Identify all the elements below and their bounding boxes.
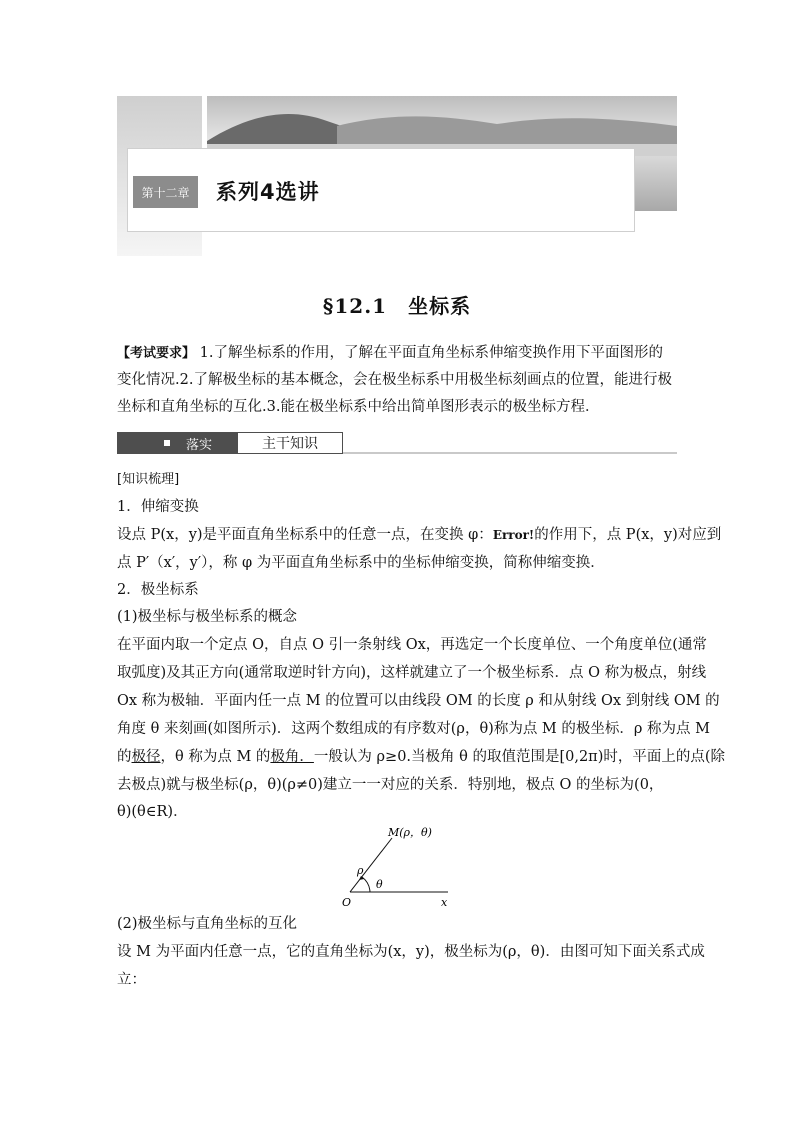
- chapter-tag: 第十二章: [133, 176, 198, 208]
- section-bar-dark: [117, 432, 237, 454]
- square-bullet-icon: [164, 440, 170, 446]
- subheading-1: (1)极坐标与极坐标系的概念: [117, 609, 298, 625]
- paragraph-line: 去极点)就与极坐标(ρ，θ)(ρ≠0)建立一一对应的关系．特别地，极点 O 的坐标为(0，: [117, 777, 664, 793]
- paragraph-line: [117, 745, 726, 766]
- paragraph-line: 点 P′（x′，y′），称 φ 为平面直角坐标系中的坐标伸缩变换，简称伸缩变换．: [117, 555, 605, 571]
- rho-label: ρ: [357, 864, 364, 877]
- requirements-text: 1.了解坐标系的作用，了解在平面直角坐标系伸缩变换作用下平面图形的变化情况.2.了解极坐标的基本概念，会在极坐标系中用极坐标刻画点的位置，能进行极坐标和直角坐标的互化.3.能在极坐标系中给出简单图形表示的极坐标方程．: [117, 345, 672, 415]
- knowledge-label: [117, 468, 677, 487]
- theta-label: θ: [376, 878, 383, 891]
- text-span: 的作用下，点 P(x，y)对应到: [534, 527, 722, 543]
- paragraph-line: Ox 称为极轴．平面内任一点 M 的位置可以由线段 OM 的长度 ρ 和从射线 Ox 到射线 OM 的: [117, 693, 720, 709]
- error-field: Error!: [492, 528, 535, 542]
- paragraph-line: 立：: [117, 972, 146, 988]
- angle-arc: [362, 877, 370, 892]
- section-bar-dark-label: 落实: [186, 437, 213, 453]
- knowledge-label-text: [知识梳理]: [117, 472, 180, 487]
- paragraph-line: 设 M 为平面内任意一点，它的直角坐标为(x，y)，极坐标为(ρ，θ)．由图可知下面关系式成: [117, 944, 705, 960]
- requirements-paragraph: [117, 340, 677, 421]
- item-heading-1: 1．伸缩变换: [117, 499, 199, 515]
- paragraph-line: θ)(θ∈R)．: [117, 804, 188, 820]
- paragraph-line: 在平面内取一个定点 O，自点 O 引一条射线 Ox，再选定一个长度单位、一个角度单位(通常: [117, 637, 707, 653]
- paragraph-line: 角度 θ 来刻画(如图所示)．这两个数组成的有序数对(ρ，θ)称为点 M 的极坐标．ρ 称为点 M: [117, 721, 710, 737]
- polar-coordinate-diagram: [330, 820, 470, 910]
- paragraph-line: 取弧度)及其正方向(通常取逆时针方向)，这样就建立了一个极坐标系．点 O 称为极点，射线: [117, 665, 707, 681]
- text-span: 设点 P(x，y)是平面直角坐标系中的任意一点，在变换 φ：: [117, 527, 493, 543]
- divider: [343, 452, 677, 454]
- banner-title: 系列4选讲: [216, 180, 320, 204]
- text-span: 的: [117, 749, 132, 765]
- axis-label: x: [441, 896, 448, 909]
- paragraph-line: [117, 523, 722, 544]
- section-bar-light-label: 主干知识: [237, 432, 343, 454]
- section-title: §12.1 坐标系: [322, 294, 472, 318]
- text-span: ，θ 称为点 M 的: [160, 749, 271, 765]
- point-m-label: M(ρ，θ): [388, 826, 432, 839]
- subheading-2: (2)极坐标与直角坐标的互化: [117, 916, 298, 932]
- chapter-banner: [117, 96, 677, 256]
- requirements-label: 【考试要求】: [117, 346, 196, 361]
- blank-underline: 极角．: [270, 749, 314, 765]
- banner-title-box: [127, 148, 635, 232]
- origin-label: O: [342, 896, 352, 909]
- blank-underline: 极径: [131, 749, 161, 765]
- text-span: 一般认为 ρ≥0.当极角 θ 的取值范围是[0,2π)时，平面上的点(除: [313, 749, 726, 765]
- section-bar: [117, 432, 677, 454]
- item-heading-2: 2．极坐标系: [117, 582, 199, 598]
